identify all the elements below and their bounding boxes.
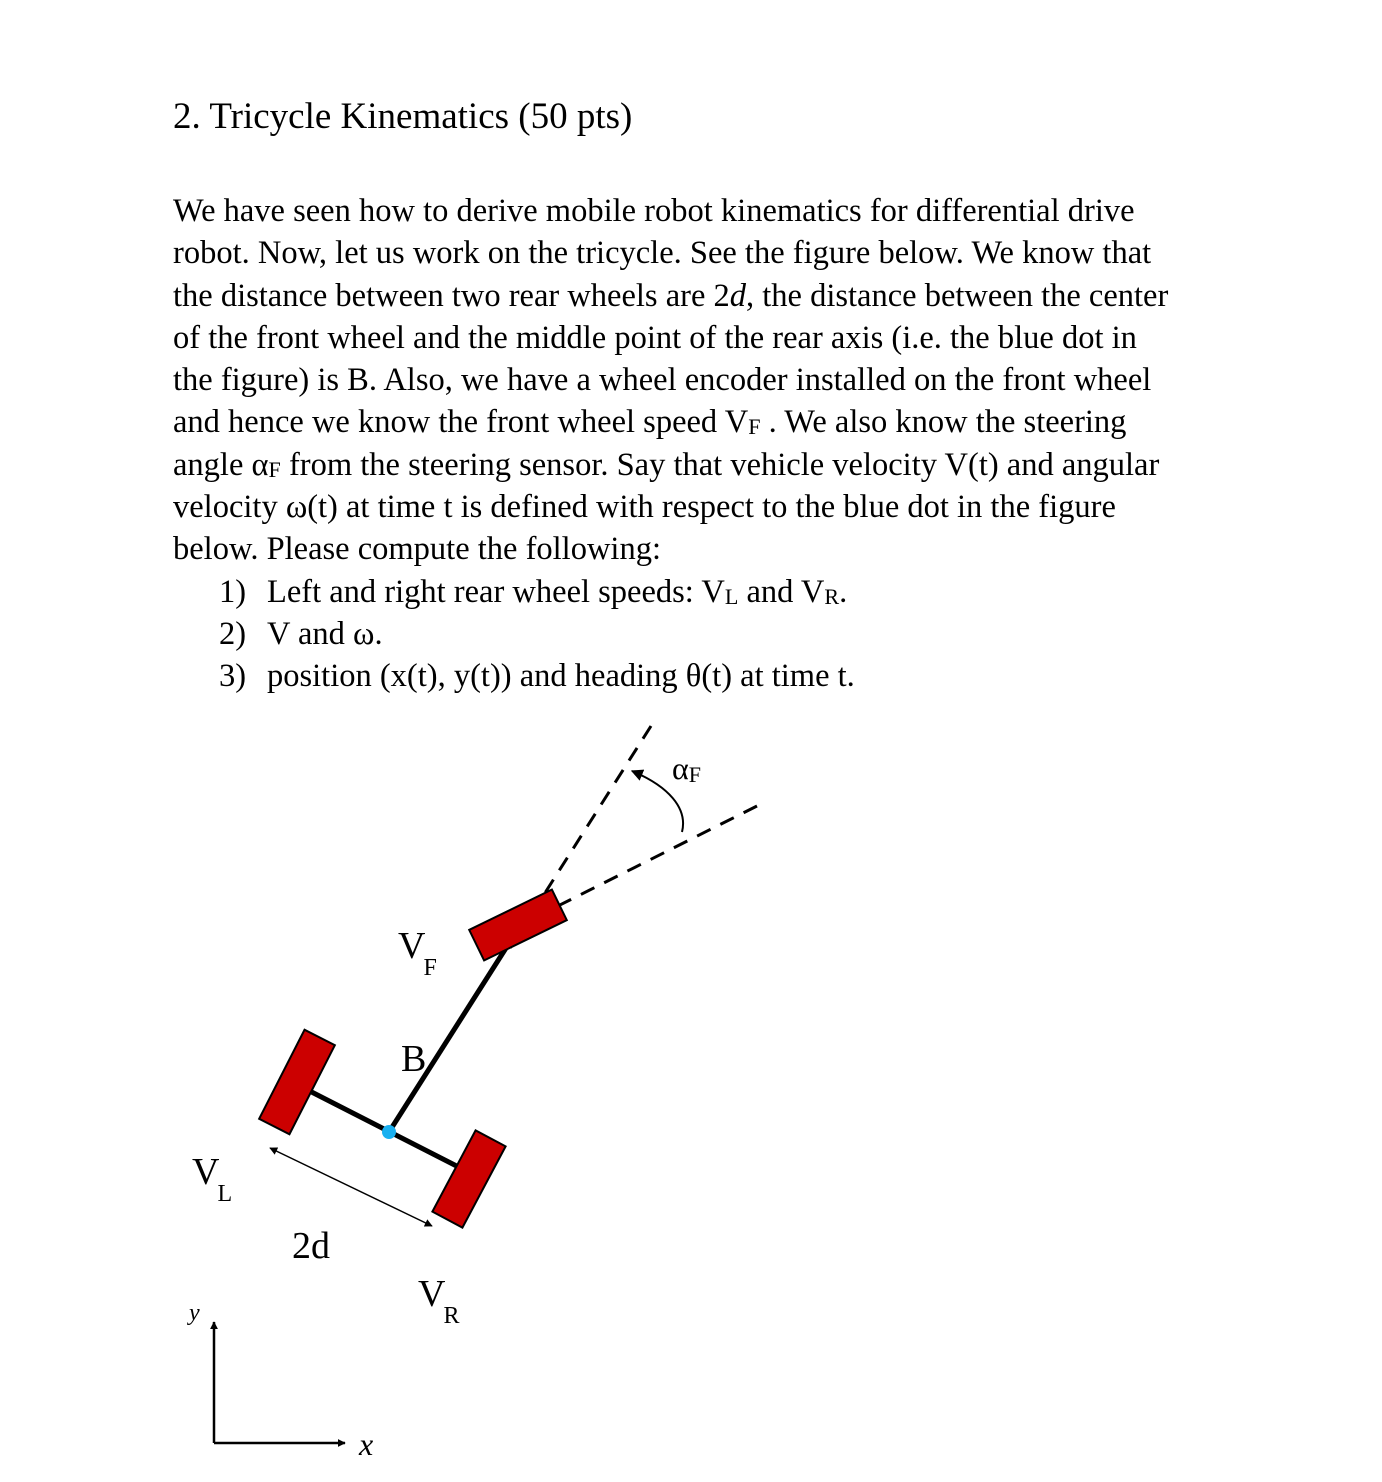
subscript: L xyxy=(724,583,739,609)
list-text: V and ω. xyxy=(267,615,383,652)
b-label: B xyxy=(401,1038,427,1080)
variable-d: d xyxy=(729,277,747,314)
list-text: . xyxy=(839,573,848,610)
alpha-sub: F xyxy=(688,762,702,787)
two-d-label: 2d xyxy=(292,1225,330,1267)
problem-title: 2. Tricycle Kinematics (50 pts) xyxy=(173,96,633,137)
statement-text: and hence we know the front wheel speed V xyxy=(173,404,749,441)
list-number: 2) xyxy=(219,615,247,652)
list-text: position (x(t), y(t)) and heading θ(t) at time t. xyxy=(267,658,855,695)
statement-text: from the steering sensor. Say that vehicle velocity V(t) and angular xyxy=(280,446,1160,483)
front-wheel xyxy=(469,890,567,961)
statement-text: , the distance between the center xyxy=(746,277,1169,314)
vf-label xyxy=(398,925,437,981)
rear-left-wheel xyxy=(259,1030,335,1135)
rear-right-wheel xyxy=(432,1130,505,1227)
list-number: 3) xyxy=(219,658,247,695)
list-text: and V xyxy=(738,573,825,610)
statement-line: below. Please compute the following: xyxy=(173,531,661,568)
alpha-base: α xyxy=(672,750,689,786)
statement-line: We have seen how to derive mobile robot kinematics for differential drive xyxy=(173,193,1135,229)
statement-line: the figure) is B. Also, we have a wheel encoder installed on the front wheel xyxy=(173,362,1152,399)
rear-axle-center-dot xyxy=(382,1125,396,1139)
statement-line: robot. Now, let us work on the tricycle. See the figure below. We know that xyxy=(173,235,1152,272)
subscript: F xyxy=(268,456,281,482)
vl-sub: L xyxy=(217,1181,233,1207)
statement-text: . We also know the steering xyxy=(760,404,1127,441)
subscript: F xyxy=(748,414,761,440)
dimension-arrow-2d xyxy=(270,1148,432,1226)
statement-text: angle α xyxy=(173,446,269,483)
statement-line: of the front wheel and the middle point of the rear axis (i.e. the blue dot in xyxy=(173,319,1137,356)
vf-sub: F xyxy=(423,955,437,981)
vl-base: V xyxy=(192,1151,220,1193)
vf-base: V xyxy=(398,925,426,967)
vr-label xyxy=(418,1273,459,1329)
alpha-f-label xyxy=(672,750,701,787)
y-axis-label: y xyxy=(189,1300,200,1326)
vr-sub: R xyxy=(443,1303,460,1329)
statement-text: the distance between two rear wheels are 2 xyxy=(173,277,730,314)
statement-line: velocity ω(t) at time t is defined with respect to the blue dot in the figure xyxy=(173,489,1116,526)
x-axis-label: x xyxy=(359,1426,374,1462)
vr-base: V xyxy=(418,1273,446,1315)
list-number: 1) xyxy=(219,573,247,610)
vl-label xyxy=(192,1151,232,1207)
subscript: R xyxy=(824,583,840,609)
list-text: Left and right rear wheel speeds: V xyxy=(267,573,725,610)
